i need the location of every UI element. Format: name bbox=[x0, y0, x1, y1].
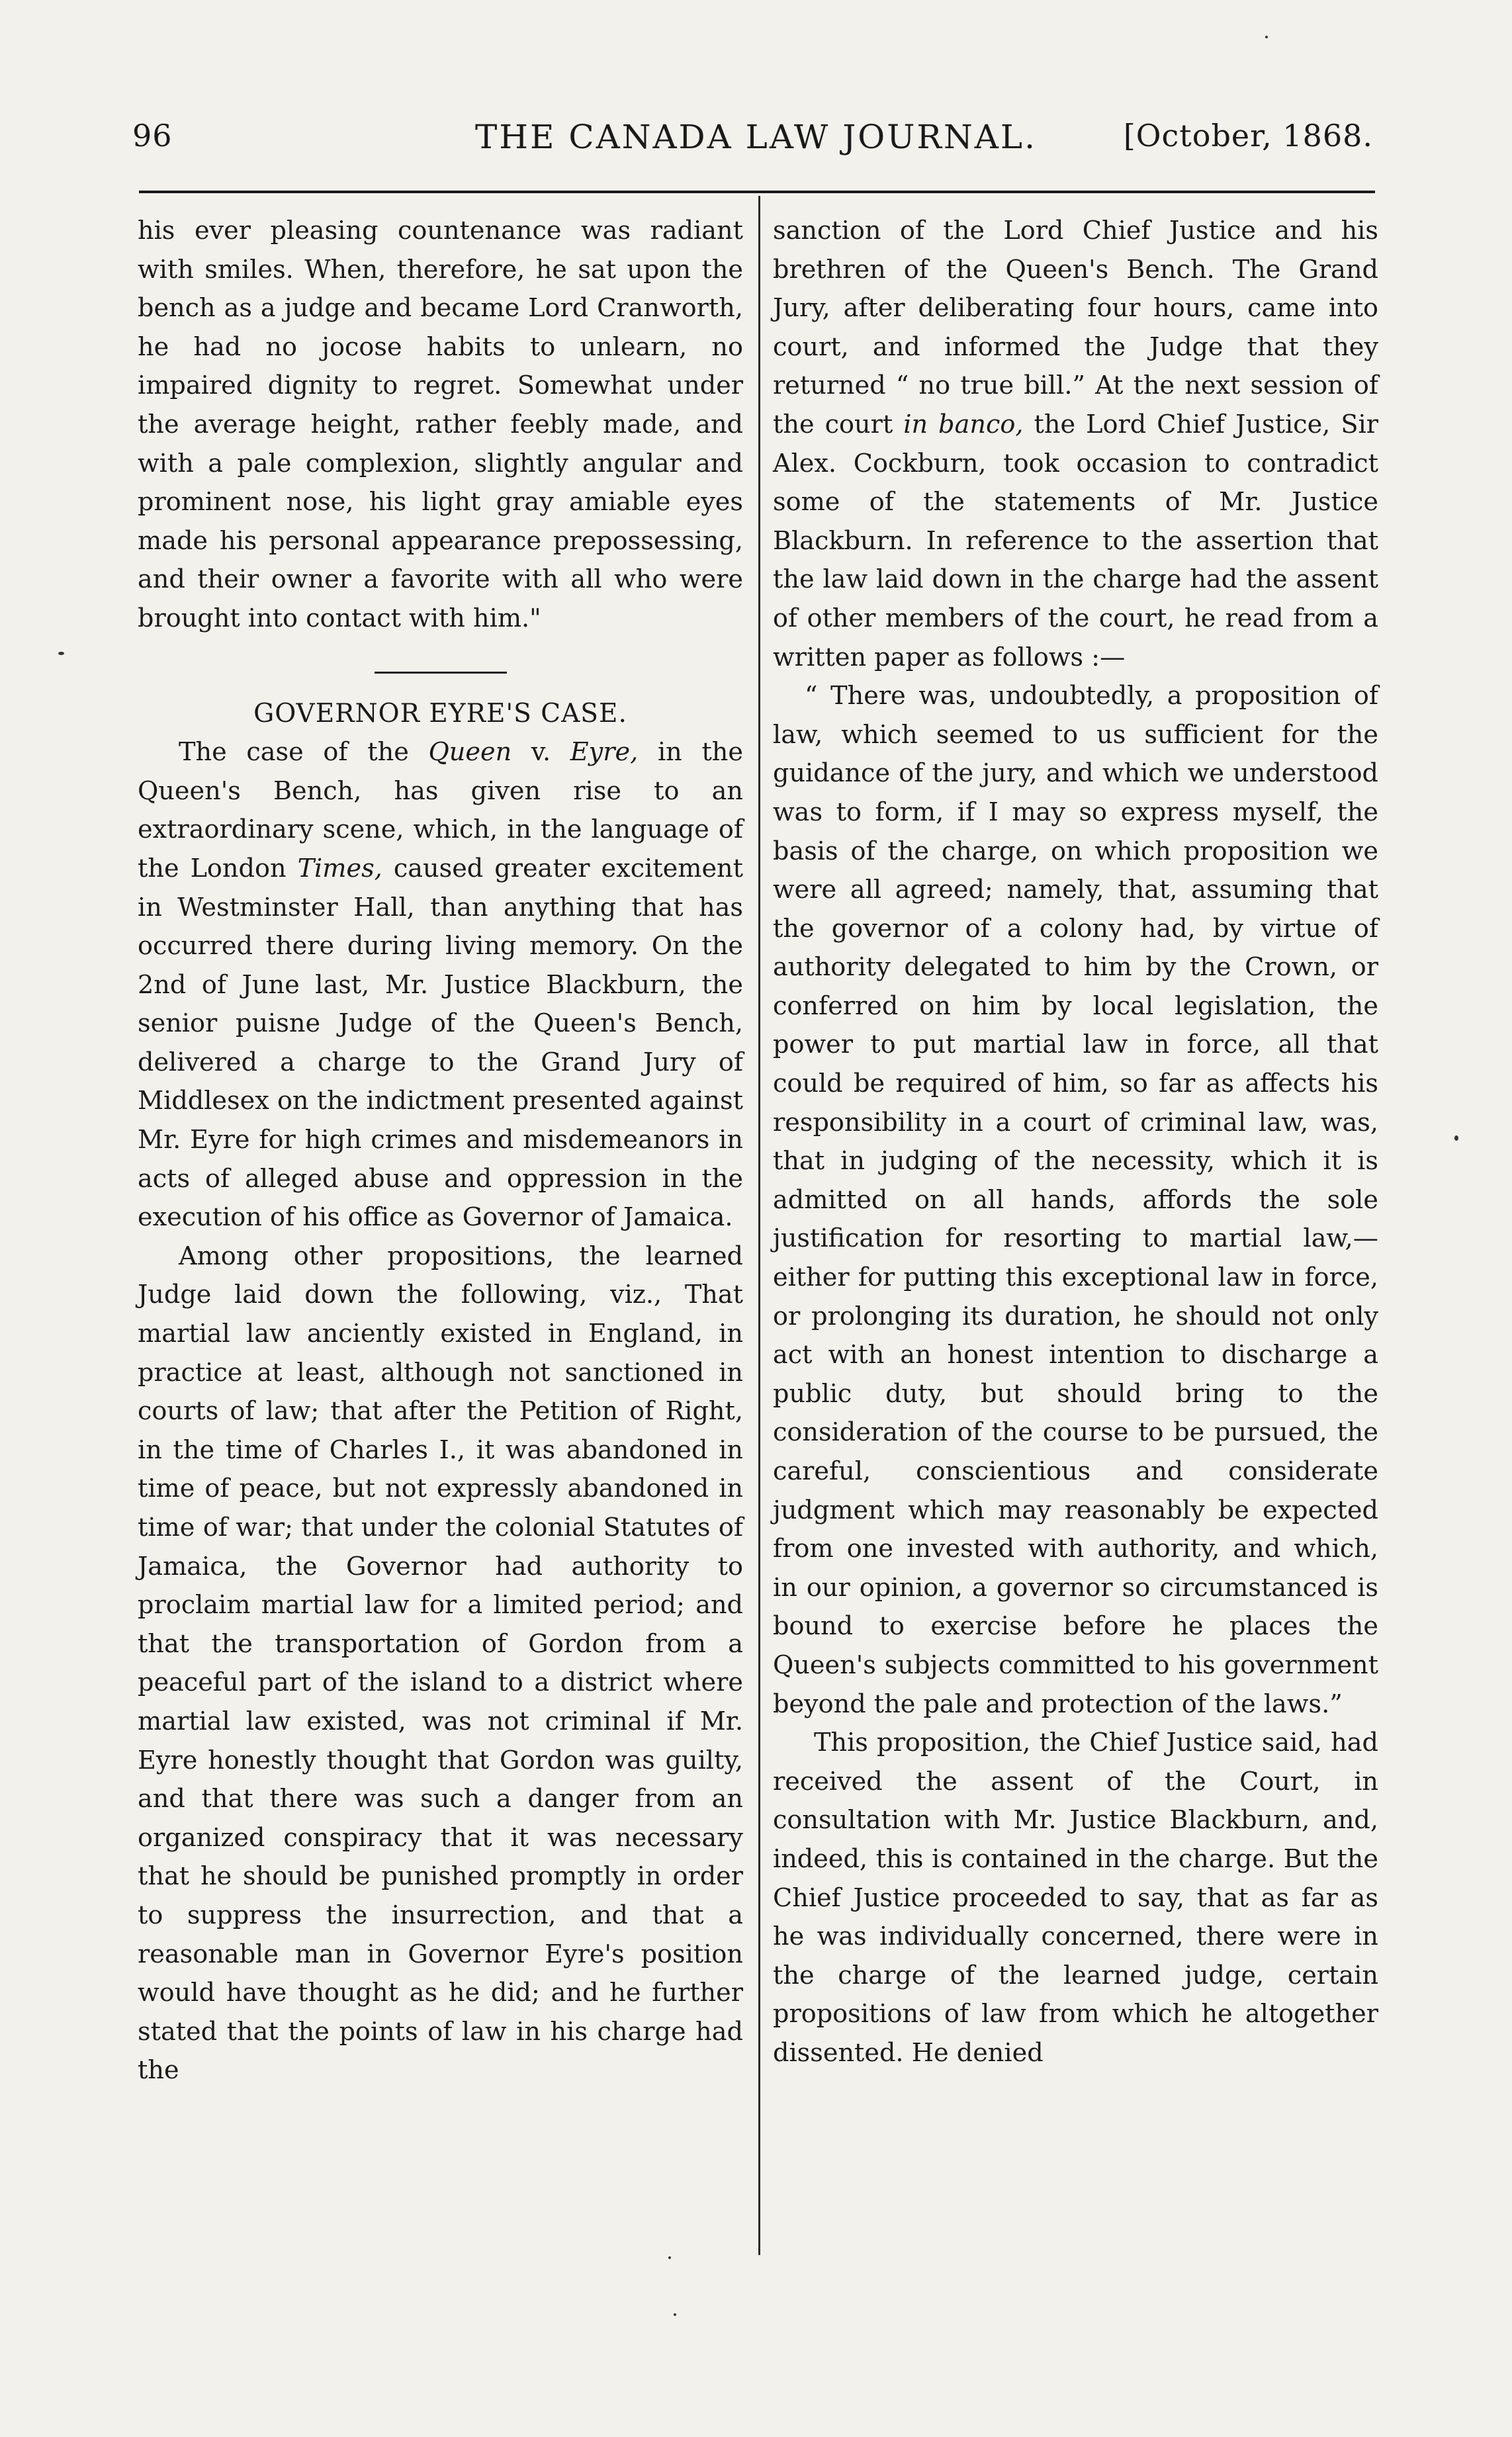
running-header bbox=[0, 118, 1512, 164]
text-fragment: caused greater excitement in Westminster Hall, than anything that has occurred there during living memory. On the 2nd of June last, Mr. Justice Blackburn, the senior puisne Judge of the Queen's Bench, delivered a charge to the Grand Jury of Middlesex on the indictment presented against Mr. Eyre for high crimes and misdemeanors in acts of alleged abuse and oppression in the execution of his office as Governor of Jamaica. bbox=[138, 854, 743, 1233]
ink-speck bbox=[674, 2313, 676, 2316]
text-fragment: the Lord Chief Justice, Sir Alex. Cockburn, took occasion to contradict some of the statements of Mr. Justice Blackburn. In reference to the assertion that the law laid down in the charge had the assent of other members of the court, he read from a written paper as follows :— bbox=[773, 410, 1379, 672]
ink-speck bbox=[58, 652, 64, 655]
paragraph-propositions: Among other propositions, the learned Judge laid down the following, viz., That martial law anciently existed in England, in practice at least, although not sanctioned in courts of law; that after the Petition of Right, in the time of Charles I., it was abandoned in time of peace, but not expressly abandoned in time of war; that under the colonial Statutes of Jamaica, the Governor had authority to proclaim martial law for a limited period; and that the transportation of Gordon from a peaceful part of the island to a district where martial law existed, was not criminal if Mr. Eyre honestly thought that Gordon was guilty, and that there was such a danger from an organized conspiracy that it was necessary that he should be punished promptly in order to suppress the insurrection, and that a reasonable man in Governor Eyre's position would have thought as he did; and he further stated that the points of law in his charge had the bbox=[138, 1241, 743, 2086]
left-column bbox=[138, 212, 743, 2090]
text-fragment: v. bbox=[511, 738, 570, 768]
ink-speck bbox=[1454, 1135, 1458, 1141]
text-fragment: sanction of the Lord Chief Justice and his brethren of the Queen's Bench. The Grand Jury, after deliberating four hours, came into court, and informed the Judge that they returned “ no true bill.” At the next session of the court bbox=[773, 216, 1378, 439]
section-heading: GOVERNOR EYRE'S CASE. bbox=[253, 698, 627, 729]
header-rule bbox=[139, 191, 1375, 193]
paragraph-quoted-proposition: “ There was, undoubtedly, a proposition of law, which seemed to us sufficient for the guidance of the jury, and which we understood was to form, if I may so express myself, the basis of the charge, on which proposition we were all agreed; namely, that, assuming that the governor of a colony had, by virtue of authority delegated to him by the Crown, or conferred on him by local legislation, the power to put martial law in force, all that could be required of him, so far as affects his responsibility in a court of criminal law, was, that in judging of the necessity, which it is admitted on all hands, affords the sole justification for resorting to martial law,—either for putting this exceptional law in force, or prolonging its duration, he should not only act with an honest intention to discharge a public duty, but should bring to the consideration of the course to be pursued, the careful, conscientious and considerate judgment which may reasonably be expected from one invested with authority, and which, in our opinion, a governor so circumstanced is bound to exercise before he places the Queen's subjects committed to his government beyond the pale and protection of the laws.” bbox=[773, 682, 1378, 1719]
paragraph-case-intro bbox=[138, 733, 743, 1237]
italic-in-banco: in banco, bbox=[903, 410, 1024, 439]
section-rule bbox=[375, 672, 507, 674]
paragraph-chief-justice: This proposition, the Chief Justice said, had received the assent of the Court, in consultation with Mr. Justice Blackburn, and, indeed, this is contained in the charge. But the Chief Justice proceeded to say, that as far as he was individually concerned, there were in the charge of the learned judge, certain propositions of law from which he altogether dissented. He denied bbox=[773, 1728, 1378, 2068]
issue-date: [October, 1868. bbox=[1123, 118, 1373, 154]
journal-title: THE CANADA LAW JOURNAL. bbox=[474, 118, 1037, 156]
right-column bbox=[773, 212, 1378, 2073]
italic-queen: Queen bbox=[428, 738, 512, 768]
page-number: 96 bbox=[132, 118, 173, 154]
italic-times: Times, bbox=[297, 854, 382, 883]
paragraph-sanction bbox=[773, 212, 1378, 677]
text-fragment: in the Queen's Bench, has given rise to an extraordinary scene, which, in the language of the London bbox=[138, 738, 744, 883]
paragraph-cranworth-end: his ever pleasing countenance was radiant with smiles. When, therefore, he sat upon the bench as a judge and became Lord Cranworth, he had no jocose habits to unlearn, no impaired dignity to regret. Somewhat under the average height, rather feebly made, and with a pale complexion, slightly angular and prominent nose, his light gray amiable eyes made his personal appearance prepossessing, and their owner a favorite with all who were brought into contact with him." bbox=[138, 216, 743, 633]
ink-speck bbox=[1265, 36, 1268, 38]
text-fragment: The case of the bbox=[179, 738, 429, 768]
column-divider bbox=[758, 196, 760, 2255]
ink-speck bbox=[668, 2256, 671, 2259]
italic-eyre: Eyre, bbox=[570, 738, 639, 768]
